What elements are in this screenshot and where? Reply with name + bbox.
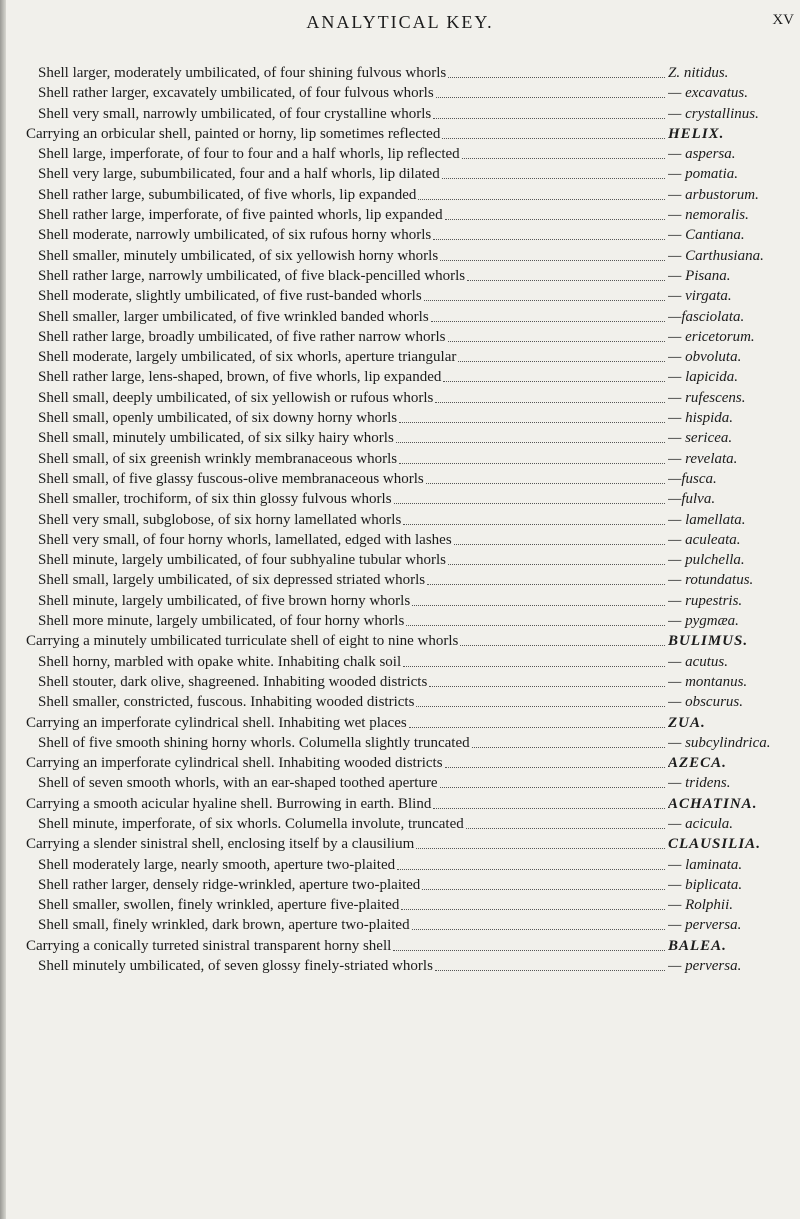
key-description xyxy=(38,875,665,895)
key-row-species xyxy=(0,449,800,469)
key-row-species xyxy=(0,773,800,793)
description-text: Carrying an imperforate cylindrical shell. Inhabiting wooded districts xyxy=(26,755,443,772)
taxon-name: — rotundatus. xyxy=(668,572,754,589)
dot-leader xyxy=(409,713,665,728)
description-text: Shell more minute, largely umbilicated, of four horny whorls xyxy=(38,613,405,630)
key-row-species xyxy=(0,855,800,875)
description-text: Shell moderate, largely umbilicated, of six whorls, aperture triangular xyxy=(38,349,457,366)
dot-leader xyxy=(406,611,665,626)
dot-leader xyxy=(442,164,665,179)
description-text: Shell very large, subumbilicated, four and a half whorls, lip dilated xyxy=(38,166,440,183)
dot-leader xyxy=(431,307,665,322)
taxon-name: — laminata. xyxy=(668,856,743,873)
key-row-species xyxy=(0,469,800,489)
taxon-name: — Carthusiana. xyxy=(668,247,764,264)
description-text: Shell minute, largely umbilicated, of five brown horny whorls xyxy=(38,592,411,609)
key-description xyxy=(38,773,665,793)
key-row-genus xyxy=(0,794,800,814)
dot-leader xyxy=(433,225,665,240)
taxon-name: — virgata. xyxy=(668,288,732,305)
dot-leader xyxy=(436,83,665,98)
dot-leader xyxy=(397,855,665,870)
key-description xyxy=(38,408,665,428)
taxon-name: — rupestris. xyxy=(668,592,743,609)
key-description xyxy=(38,591,665,611)
key-row-species xyxy=(0,489,800,509)
dot-leader xyxy=(403,652,665,667)
description-text: Shell smaller, minutely umbilicated, of six yellowish horny whorls xyxy=(38,247,439,264)
key-description xyxy=(38,570,665,590)
key-row-genus xyxy=(0,936,800,956)
key-description xyxy=(38,814,665,834)
description-text: Shell small, minutely umbilicated, of six silky hairy whorls xyxy=(38,430,394,447)
key-row-genus xyxy=(0,631,800,651)
description-text: Shell small, of five glassy fuscous-olive membranaceous whorls xyxy=(38,470,424,487)
key-description xyxy=(38,367,665,387)
key-description xyxy=(38,205,665,225)
key-row-species xyxy=(0,875,800,895)
dot-leader xyxy=(445,205,665,220)
taxon-name: — nemoralis. xyxy=(668,207,749,224)
taxon-name: BALEA. xyxy=(668,937,727,954)
key-description xyxy=(26,794,665,814)
key-description xyxy=(26,124,665,144)
dot-leader xyxy=(435,388,665,403)
taxon-name: —fasciolata. xyxy=(668,308,745,325)
analytical-key-list xyxy=(0,63,800,976)
key-row-species xyxy=(0,246,800,266)
taxon-name: AZECA. xyxy=(668,755,727,772)
taxon-name: — revelata. xyxy=(668,450,738,467)
description-text: Shell rather larger, excavately umbilicated, of four fulvous whorls xyxy=(38,85,434,102)
dot-leader xyxy=(416,692,665,707)
key-row-species xyxy=(0,286,800,306)
key-row-species xyxy=(0,164,800,184)
dot-leader xyxy=(429,672,665,687)
key-description xyxy=(38,611,665,631)
dot-leader xyxy=(454,530,665,545)
key-row-species xyxy=(0,205,800,225)
taxon-name: — Pisana. xyxy=(668,267,731,284)
taxon-name: — subcylindrica. xyxy=(668,734,771,751)
key-description xyxy=(38,915,665,935)
dot-leader xyxy=(394,489,665,504)
description-text: Shell very small, subglobose, of six horny lamellated whorls xyxy=(38,511,402,528)
description-text: Shell very small, narrowly umbilicated, of four crystalline whorls xyxy=(38,105,432,122)
dot-leader xyxy=(412,915,665,930)
dot-leader xyxy=(448,63,665,78)
running-title: ANALYTICAL KEY. xyxy=(306,12,494,32)
taxon-name: — ericetorum. xyxy=(668,328,755,345)
taxon-name: — excavatus. xyxy=(668,85,748,102)
description-text: Shell moderate, slightly umbilicated, of five rust-banded whorls xyxy=(38,288,422,305)
key-description xyxy=(38,895,665,915)
key-row-species xyxy=(0,652,800,672)
key-description xyxy=(26,834,665,854)
key-description xyxy=(26,713,665,733)
taxon-name: — pulchella. xyxy=(668,552,745,569)
description-text: Shell larger, moderately umbilicated, of four shining fulvous whorls xyxy=(38,65,447,81)
key-row-species xyxy=(0,915,800,935)
key-description xyxy=(38,510,665,530)
key-row-species xyxy=(0,591,800,611)
taxon-name: — obscurus. xyxy=(668,694,744,711)
dot-leader xyxy=(393,936,665,951)
description-text: Shell moderate, narrowly umbilicated, of six rufous horny whorls xyxy=(38,227,432,244)
key-row-species xyxy=(0,672,800,692)
key-description xyxy=(38,266,665,286)
key-row-species xyxy=(0,307,800,327)
key-row-species xyxy=(0,327,800,347)
key-row-species xyxy=(0,692,800,712)
key-description xyxy=(26,753,665,773)
key-row-species xyxy=(0,388,800,408)
key-row-species xyxy=(0,185,800,205)
key-description xyxy=(38,550,665,570)
dot-leader xyxy=(448,550,665,565)
taxon-name: — arbustorum. xyxy=(668,186,759,203)
description-text: Shell small, openly umbilicated, of six downy horny whorls xyxy=(38,410,398,427)
description-text: Carrying an orbicular shell, painted or horny, lip sometimes reflected xyxy=(26,125,441,142)
key-row-genus xyxy=(0,834,800,854)
description-text: Shell stouter, dark olive, shagreened. Inhabiting wooded districts xyxy=(38,673,428,690)
key-row-genus xyxy=(0,124,800,144)
description-text: Shell smaller, swollen, finely wrinkled, aperture five-plaited xyxy=(38,897,400,914)
taxon-name: ZUA. xyxy=(668,714,706,731)
key-row-species xyxy=(0,225,800,245)
dot-leader xyxy=(458,347,665,362)
description-text: Carrying a conically turreted sinistral transparent horny shell xyxy=(26,937,392,954)
key-row-genus xyxy=(0,753,800,773)
description-text: Shell minutely umbilicated, of seven glossy finely-striated whorls xyxy=(38,958,433,975)
description-text: Shell of seven smooth whorls, with an ear-shaped toothed aperture xyxy=(38,775,438,792)
dot-leader xyxy=(466,814,665,829)
key-row-species xyxy=(0,895,800,915)
taxon-name: — rufescens. xyxy=(668,389,746,406)
taxon-name: — crystallinus. xyxy=(668,105,759,122)
taxon-name: CLAUSILIA. xyxy=(668,836,761,853)
key-description xyxy=(38,286,665,306)
taxon-name: — perversa. xyxy=(668,917,742,934)
taxon-name: —fulva. xyxy=(668,491,716,508)
description-text: Shell small, largely umbilicated, of six depressed striated whorls xyxy=(38,572,426,589)
taxon-name: — aculeata. xyxy=(668,531,741,548)
key-row-species xyxy=(0,956,800,976)
key-description xyxy=(38,469,665,489)
description-text: Shell rather large, narrowly umbilicated, of five black-pencilled whorls xyxy=(38,267,466,284)
dot-leader xyxy=(396,428,665,443)
key-description xyxy=(38,652,665,672)
key-row-species xyxy=(0,347,800,367)
dot-leader xyxy=(424,286,665,301)
description-text: Carrying a slender sinistral shell, enclosing itself by a clausilium xyxy=(26,836,415,853)
dot-leader xyxy=(399,449,665,464)
key-row-species xyxy=(0,104,800,124)
dot-leader xyxy=(427,570,665,585)
key-description xyxy=(38,83,665,103)
description-text: Carrying a minutely umbilicated turriculate shell of eight to nine whorls xyxy=(26,633,459,650)
dot-leader xyxy=(416,834,665,849)
key-row-species xyxy=(0,144,800,164)
taxon-name: — acicula. xyxy=(668,815,733,832)
taxon-name: — sericea. xyxy=(668,430,733,447)
dot-leader xyxy=(399,408,665,423)
key-description xyxy=(38,307,665,327)
taxon-name: — perversa. xyxy=(668,958,742,975)
taxon-name: — pomatia. xyxy=(668,166,739,183)
description-text: Shell rather large, imperforate, of five painted whorls, lip expanded xyxy=(38,207,443,224)
dot-leader xyxy=(462,144,665,159)
key-row-species xyxy=(0,530,800,550)
taxon-name: HELIX. xyxy=(668,125,725,142)
page-number: XV xyxy=(772,12,794,28)
key-row-species xyxy=(0,428,800,448)
taxon-name: — hispida. xyxy=(668,410,734,427)
key-row-species xyxy=(0,63,800,83)
description-text: Shell smaller, trochiform, of six thin glossy fulvous whorls xyxy=(38,491,392,508)
taxon-name: — aspersa. xyxy=(668,146,736,163)
key-row-species xyxy=(0,510,800,530)
key-description xyxy=(38,246,665,266)
key-description xyxy=(38,530,665,550)
key-description xyxy=(38,855,665,875)
taxon-name: — lapicida. xyxy=(668,369,738,386)
key-description xyxy=(38,144,665,164)
key-row-species xyxy=(0,266,800,286)
key-description xyxy=(38,956,665,976)
key-description xyxy=(38,63,665,83)
dot-leader xyxy=(403,510,665,525)
description-text: Carrying an imperforate cylindrical shell. Inhabiting wet places xyxy=(26,714,407,731)
description-text: Shell rather large, subumbilicated, of five whorls, lip expanded xyxy=(38,186,417,203)
taxon-name: — tridens. xyxy=(668,775,731,792)
description-text: Shell horny, marbled with opake white. Inhabiting chalk soil xyxy=(38,653,402,670)
taxon-name: — biplicata. xyxy=(668,876,743,893)
description-text: Shell rather larger, densely ridge-wrinkled, aperture two-plaited xyxy=(38,876,421,893)
page-header xyxy=(0,4,800,44)
key-description xyxy=(38,672,665,692)
taxon-name: — lamellata. xyxy=(668,511,746,528)
key-row-species xyxy=(0,733,800,753)
dot-leader xyxy=(435,956,665,971)
taxon-name: BULIMUS. xyxy=(668,633,749,650)
key-description xyxy=(38,327,665,347)
dot-leader xyxy=(433,794,665,809)
key-description xyxy=(38,164,665,184)
key-description xyxy=(38,185,665,205)
key-description xyxy=(38,489,665,509)
key-row-species xyxy=(0,367,800,387)
key-row-genus xyxy=(0,713,800,733)
description-text: Shell smaller, constricted, fuscous. Inhabiting wooded districts xyxy=(38,694,415,711)
dot-leader xyxy=(418,185,665,200)
description-text: Shell small, finely wrinkled, dark brown, aperture two-plaited xyxy=(38,917,410,934)
taxon-name: — montanus. xyxy=(668,673,748,690)
description-text: Shell of five smooth shining horny whorls. Columella slightly truncated xyxy=(38,734,470,751)
key-description xyxy=(38,449,665,469)
dot-leader xyxy=(422,875,665,890)
dot-leader xyxy=(472,733,665,748)
taxon-name: — Cantiana. xyxy=(668,227,745,244)
key-row-species xyxy=(0,570,800,590)
description-text: Shell rather large, broadly umbilicated, of five rather narrow whorls xyxy=(38,328,446,345)
dot-leader xyxy=(445,753,665,768)
taxon-name: Z. nitidus. xyxy=(668,65,729,81)
key-description xyxy=(38,388,665,408)
description-text: Shell small, deeply umbilicated, of six yellowish or rufous whorls xyxy=(38,389,434,406)
dot-leader xyxy=(433,104,665,119)
key-row-species xyxy=(0,814,800,834)
key-row-species xyxy=(0,550,800,570)
key-description xyxy=(26,936,665,956)
taxon-name: — obvoluta. xyxy=(668,349,742,366)
taxon-name: — acutus. xyxy=(668,653,728,670)
key-description xyxy=(38,692,665,712)
key-row-species xyxy=(0,83,800,103)
dot-leader xyxy=(448,327,666,342)
dot-leader xyxy=(443,367,665,382)
dot-leader xyxy=(467,266,665,281)
description-text: Shell moderately large, nearly smooth, aperture two-plaited xyxy=(38,856,396,873)
dot-leader xyxy=(412,591,665,606)
description-text: Shell smaller, larger umbilicated, of five wrinkled banded whorls xyxy=(38,308,429,325)
dot-leader xyxy=(401,895,665,910)
dot-leader xyxy=(442,124,665,139)
key-description xyxy=(26,631,665,651)
dot-leader xyxy=(426,469,665,484)
description-text: Shell very small, of four horny whorls, lamellated, edged with lashes xyxy=(38,531,452,548)
key-description xyxy=(38,428,665,448)
description-text: Shell large, imperforate, of four to four and a half whorls, lip reflected xyxy=(38,146,460,163)
description-text: Shell minute, imperforate, of six whorls. Columella involute, truncated xyxy=(38,815,464,832)
key-row-species xyxy=(0,611,800,631)
taxon-name: ACHATINA. xyxy=(668,795,758,812)
description-text: Shell small, of six greenish wrinkly membranaceous whorls xyxy=(38,450,398,467)
key-description xyxy=(38,733,665,753)
key-description xyxy=(38,104,665,124)
description-text: Shell minute, largely umbilicated, of four subhyaline tubular whorls xyxy=(38,552,446,569)
description-text: Shell rather large, lens-shaped, brown, of five whorls, lip expanded xyxy=(38,369,442,386)
key-description xyxy=(38,347,665,367)
key-row-species xyxy=(0,408,800,428)
taxon-name: —fusca. xyxy=(668,470,717,487)
description-text: Carrying a smooth acicular hyaline shell. Burrowing in earth. Blind xyxy=(26,795,432,812)
key-description xyxy=(38,225,665,245)
taxon-name: — Rolphii. xyxy=(668,897,734,914)
dot-leader xyxy=(440,246,665,261)
dot-leader xyxy=(460,631,665,646)
dot-leader xyxy=(440,773,665,788)
taxon-name: — pygmæa. xyxy=(668,613,739,630)
